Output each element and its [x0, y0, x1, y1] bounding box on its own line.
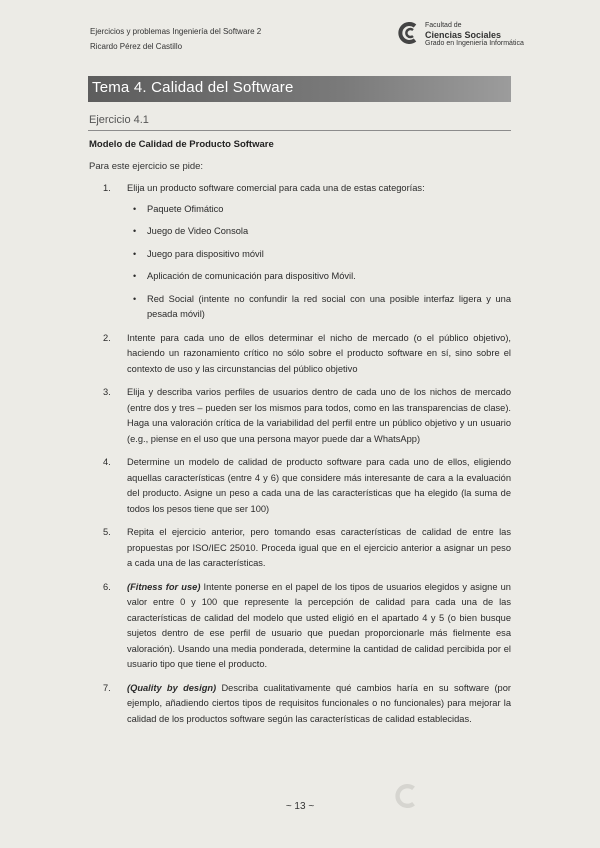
faculty-logo: [398, 22, 524, 48]
item-text: Elija un producto software comercial para cada una de estas categorías:: [127, 183, 425, 193]
item-number: 6.: [103, 581, 111, 592]
exercise-divider: [88, 130, 511, 131]
author-name: Ricardo Pérez del Castillo: [90, 42, 183, 51]
exercise-intro: Para este ejercicio se pide:: [89, 161, 204, 172]
faculty-logo-icon: [398, 22, 420, 44]
category-item: • Paquete Ofimático: [127, 202, 511, 218]
topic-banner: [88, 76, 511, 102]
list-item: [89, 455, 511, 517]
item-number: 3.: [103, 387, 111, 397]
list-item: [89, 331, 511, 378]
item-text: Repita el ejercicio anterior, pero tomando esas características de calidad de entre las propuestas por ISO/IEC 25010. Proceda igual que en el ejercicio anterior a asignar un peso a cada una de las características.: [127, 527, 511, 568]
category-item: • Red Social (intente no confundir la red social con una posible interfaz ligera y una pesada móvil): [133, 293, 511, 319]
exercise-list: [89, 181, 511, 727]
item-text: (Quality by design) Describa cualitativamente qué cambios haría en su software (por ejemplo, añadiendo ciertos tipos de requisitos funcionales o no funcionales) para mejorar la calidad de los productos software según las características de calidad establecidas.: [127, 682, 511, 724]
item-number: 5.: [103, 527, 111, 537]
list-item: [89, 580, 511, 673]
category-item: • Juego para dispositivo móvil: [127, 247, 511, 263]
bullet-icon: •: [133, 293, 137, 304]
list-item: [89, 525, 511, 572]
bullet-icon: •: [133, 203, 137, 214]
course-line: Ejercicios y problemas Ingeniería del Software 2: [90, 27, 262, 36]
item-text: Determine un modelo de calidad de producto software para cada uno de ellos, eligiendo aquellas características (entre 4 y 6) que considere más interesante de cara a la evaluación del producto. Asigne un peso a cada una de las características que ha elegido (la suma de todos los pesos tiene que ser 100): [127, 457, 511, 514]
logo-line-1: Facultad de: [425, 22, 462, 29]
item-number: 2.: [103, 332, 111, 343]
list-item: [89, 181, 511, 323]
item-number: 7.: [103, 682, 111, 693]
list-item: [89, 681, 511, 728]
item-number: 1.: [103, 183, 111, 193]
bullet-icon: •: [133, 271, 137, 281]
logo-line-2: Ciencias Sociales: [425, 30, 502, 40]
item-lead: (Fitness for use): [127, 581, 201, 592]
item-text: Elija y describa varios perfiles de usuarios dentro de cada uno de los nichos de mercado (entre dos y tres – pueden ser los mismos para todos, como en las transparencias de clase). Haga una valoración crítica de la variabilidad del perfil entre un público objetivo y un usuario (e.g., piense en el uso que una persona mayor puede dar a WhatsApp): [127, 387, 511, 444]
category-item: • Juego de Video Consola: [127, 224, 511, 240]
exercise-title: Ejercicio 4.1: [89, 114, 149, 126]
category-list: [127, 202, 511, 323]
category-item: • Aplicación de comunicación para dispositivo Móvil.: [127, 269, 511, 285]
bullet-icon: •: [133, 226, 137, 236]
item-lead: (Quality by design): [127, 682, 217, 693]
running-header: [90, 24, 261, 54]
item-text: Intente para cada uno de ellos determinar el nicho de mercado (o el público objetivo), haciendo un razonamiento crítico no sólo sobre el producto software en sí, sino sobre el contexto de uso y las circunstancias del público objetivo: [127, 332, 511, 374]
item-text: (Fitness for use) Intente ponerse en el papel de los tipos de usuarios elegidos y asigne un valor entre 0 y 100 que represente la percepción de calidad para cada una de las características de calidad del modelo que usted eligió en el apartado 4 y 5 (o bien busque sujetos dentro de ese perfil de usuario que puedan proporcionarle más fielmente esa valoración). Usando una media ponderada, determine la cantidad de calidad percibida por el usuario tipo que tiene el producto.: [127, 581, 511, 669]
item-number: 4.: [103, 457, 111, 467]
page-number: ~ 13 ~: [285, 801, 315, 812]
bullet-icon: •: [133, 248, 137, 259]
exercise-subtitle: Modelo de Calidad de Producto Software: [89, 139, 274, 150]
logo-line-3: Grado en Ingeniería Informática: [425, 40, 524, 47]
topic-title: Tema 4. Calidad del Software: [92, 79, 294, 96]
list-item: [89, 385, 511, 447]
